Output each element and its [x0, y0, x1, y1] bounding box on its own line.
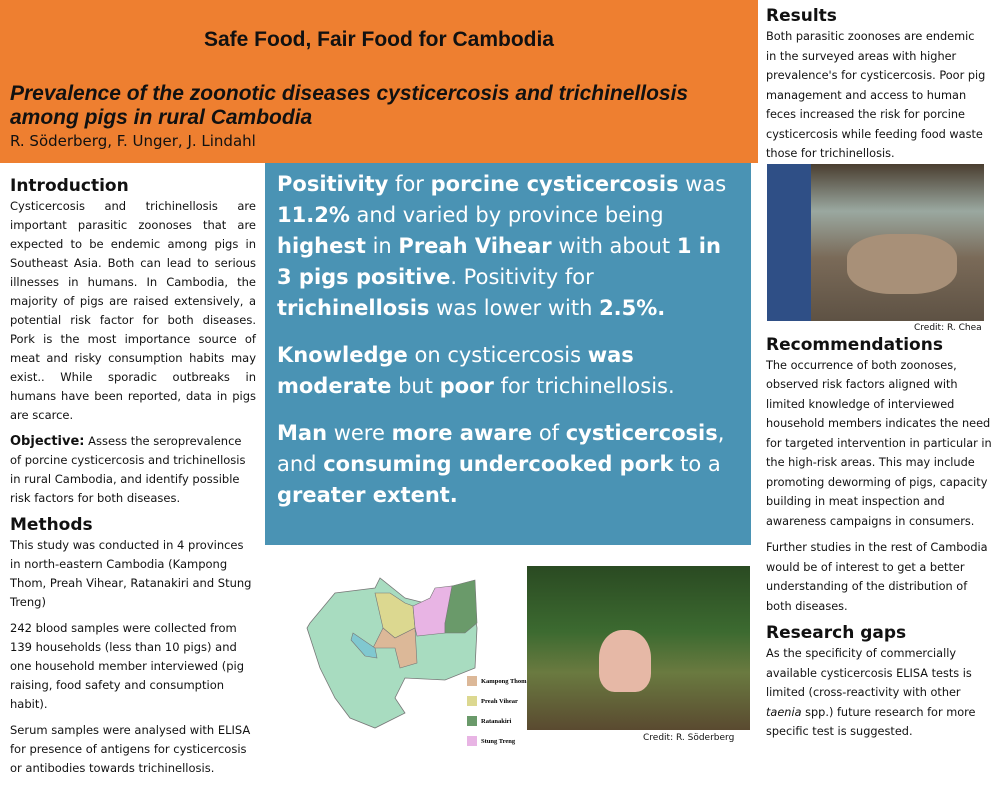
left-column — [10, 176, 256, 785]
finding-text-segment: more aware — [391, 421, 533, 445]
legend-swatch — [467, 736, 477, 746]
finding-awareness — [277, 418, 739, 511]
finding-text-segment: highest — [277, 234, 366, 258]
finding-text-segment: was — [678, 172, 727, 196]
cambodia-map — [295, 568, 527, 746]
recommendations-heading: Recommendations — [766, 334, 943, 355]
finding-text-segment: greater extent. — [277, 483, 458, 507]
finding-text-segment: cysticercosis — [565, 421, 718, 445]
finding-text-segment: 11.2% — [277, 203, 350, 227]
objective — [10, 432, 256, 508]
objective-label: Objective: — [10, 434, 85, 449]
gaps-text-italic: taenia — [766, 705, 802, 719]
authors: R. Söderberg, F. Unger, J. Lindahl — [10, 132, 256, 150]
legend-swatch — [467, 716, 477, 726]
poster-header — [0, 0, 758, 163]
methods-p1: This study was conducted in 4 provinces in north-eastern Cambodia (Kampong Thom, Preah Vihear, Ratanakiri and Stung Treng) — [10, 538, 252, 609]
finding-text-segment: Positivity — [277, 172, 389, 196]
results-heading: Results — [766, 6, 837, 26]
recommendations-p2: Further studies in the rest of Cambodia would be of interest to get a better understanding of the distribution of both diseases. — [766, 541, 988, 613]
legend-label: Ratanakiri — [481, 718, 512, 725]
finding-text-segment: was moderate — [277, 343, 634, 398]
legend-swatch — [467, 676, 477, 686]
finding-text-segment: porcine cysticercosis — [430, 172, 679, 196]
finding-text-segment: and varied by province being — [349, 203, 664, 227]
finding-text-segment: for — [388, 172, 431, 196]
photo-credit-bottom: Credit: R. Söderberg — [643, 733, 735, 743]
intro-heading: Introduction — [10, 176, 129, 196]
finding-text-segment: for trichinellosis. — [493, 374, 675, 398]
finding-text-segment: 2.5%. — [599, 296, 666, 320]
methods-p2: 242 blood samples were collected from 139 households (less than 10 pigs) and one household member interviewed (pig raising, food safety and consumption habit). — [10, 621, 245, 711]
gaps-text-pre: As the specificity of commercially available cysticercosis ELISA tests is limited (cross-reactivity with other — [766, 647, 972, 699]
finding-text-segment: . Positivity for — [450, 265, 594, 289]
finding-text-segment: but — [391, 374, 440, 398]
finding-text-segment: was lower with — [429, 296, 600, 320]
poster-title: Safe Food, Fair Food for Cambodia — [203, 28, 554, 51]
finding-knowledge — [277, 340, 739, 402]
finding-text-segment: on cysticercosis — [407, 343, 588, 367]
methods-heading: Methods — [10, 515, 93, 535]
research-gaps-heading: Research gaps — [766, 623, 907, 643]
finding-text-segment: of — [532, 421, 566, 445]
legend-label: Stung Treng — [481, 738, 516, 745]
finding-text-segment: 1 in 3 pigs positive — [277, 234, 721, 289]
legend-label: Kampong Thom — [481, 678, 527, 685]
intro-text: Cysticercosis and trichinellosis are important parasitic zoonoses that are expected to be endemic among pigs in Southeast Asia. Both can lead to serious illnesses in humans. In Cambodia, the majority of pigs are raised extensively, a potential risk factor for both diseases. Pork is the most importance source of meat and risky consumption habits may exist.. While sporadic outbreaks in humans have been reported, data in pigs are scarce. — [10, 199, 256, 422]
pig-shape — [599, 630, 651, 692]
recommendations-p1: The occurrence of both zoonoses, observed risk factors aligned with limited knowledge of interviewed household members indicates the need for targeted intervention in particular in the high-risk areas. This may include promoting deworming of pigs, capacity building in meat inspection and awareness campaigns in consumers. — [766, 358, 992, 528]
finding-text-segment: Man — [277, 421, 328, 445]
finding-text-segment: trichinellosis — [277, 296, 430, 320]
poster-subtitle: Prevalence of the zoonotic diseases cysticercosis and trichinellosis among pigs in rural Cambodia — [10, 82, 689, 129]
photo-credit-top: Credit: R. Chea — [914, 323, 982, 333]
finding-text-segment: were — [327, 421, 392, 445]
finding-text-segment: , and — [277, 421, 725, 476]
finding-positivity — [277, 169, 739, 324]
results-text: Both parasitic zoonoses are endemic in the surveyed areas with higher prevalence's for cysticercosis. Poor pig management and access to human feces increased the risk for porcine cysticercosis while feeding food waste those for trichinellosis. — [766, 30, 986, 160]
legend-swatch — [467, 696, 477, 706]
finding-text-segment: in — [365, 234, 399, 258]
pig-photo-bottom — [527, 566, 750, 730]
key-findings-box — [265, 163, 751, 545]
finding-text-segment: to a — [673, 452, 721, 476]
methods-p3: Serum samples were analysed with ELISA for presence of antigens for cysticercosis or antibodies towards trichinellosis. — [10, 723, 251, 775]
legend-label: Preah Vihear — [481, 698, 518, 705]
finding-text-segment: Preah Vihear — [398, 234, 552, 258]
gaps-text-post: spp.) future research for more specific test is suggested. — [766, 705, 976, 738]
finding-text-segment: Knowledge — [277, 343, 408, 367]
research-gaps-text — [766, 644, 994, 742]
finding-text-segment: with about — [551, 234, 677, 258]
right-column — [766, 6, 994, 749]
finding-text-segment: poor — [439, 374, 494, 398]
objective-text: Assess the seroprevalence of porcine cysticercosis and trichinellosis in rural Cambodia, and identify possible risk factors for both diseases. — [10, 434, 246, 505]
finding-text-segment: consuming undercooked pork — [323, 452, 674, 476]
